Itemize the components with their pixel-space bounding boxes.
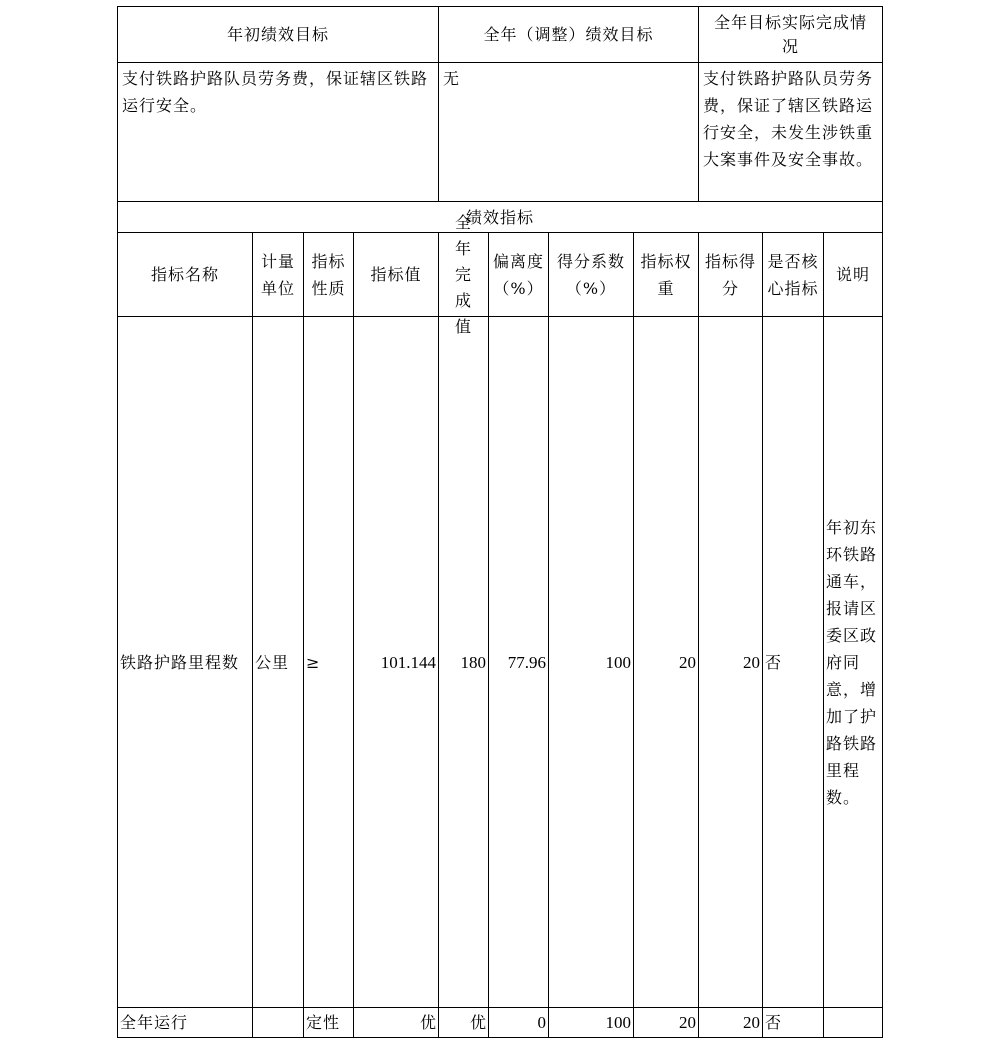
table-row2-cell-unit xyxy=(252,1007,303,1038)
table-row-cell-completed xyxy=(438,316,488,1007)
table-row-cell-value xyxy=(353,316,438,1007)
header-actual-result-label: 全年目标实际完成情况 xyxy=(713,12,867,56)
row1-weight: 20 xyxy=(679,652,696,672)
header-initial-goal xyxy=(117,6,438,62)
row2-deviation: 0 xyxy=(537,1013,546,1032)
actual-result-text: 支付铁路护路队员劳务费，保证了辖区铁路运行安全，未发生涉铁重大案事件及安全事故。 xyxy=(703,69,874,169)
row2-nature: 定性 xyxy=(306,1013,341,1032)
table-row-cell-note xyxy=(823,316,883,1007)
table-row-cell-deviation xyxy=(488,316,548,1007)
table-row2-cell-weight xyxy=(633,1007,698,1038)
row2-coefficient: 100 xyxy=(605,1013,631,1032)
col-header-nature xyxy=(303,232,353,316)
col-header-score xyxy=(698,232,762,316)
col-header-score-label: 指标得分 xyxy=(704,251,756,298)
col-header-value xyxy=(353,232,438,316)
col-header-note xyxy=(823,232,883,316)
col-header-unit-label: 计量单位 xyxy=(260,251,295,298)
table-row2-cell-completed xyxy=(438,1007,488,1038)
adjusted-goal-cell xyxy=(438,62,698,201)
row1-completed: 180 xyxy=(460,652,486,672)
row1-note: 年初东环铁路通车，报请区委区政府同意，增加了护路铁路里程数。 xyxy=(826,517,878,807)
row2-value: 优 xyxy=(419,1013,436,1032)
col-header-coefficient xyxy=(548,232,633,316)
table-row2-cell-note xyxy=(823,1007,883,1038)
row1-nature: ≥ xyxy=(306,652,321,672)
header-actual-result xyxy=(698,6,883,62)
col-header-deviation xyxy=(488,232,548,316)
col-header-deviation-label: 偏离度（%） xyxy=(492,251,544,298)
table-row-cell-name xyxy=(117,316,252,1007)
table-row2-cell-deviation xyxy=(488,1007,548,1038)
table-row-cell-core xyxy=(762,316,823,1007)
col-header-name-label: 指标名称 xyxy=(150,265,219,284)
table-row2-cell-name xyxy=(117,1007,252,1038)
adjusted-goal-text: 无 xyxy=(443,69,461,88)
row2-score: 20 xyxy=(743,1013,760,1032)
col-header-nature-label: 指标性质 xyxy=(311,251,346,298)
row1-score: 20 xyxy=(743,652,760,672)
row2-name: 全年运行 xyxy=(120,1013,189,1032)
table-row-cell-score xyxy=(698,316,762,1007)
col-header-name xyxy=(117,232,252,316)
header-adjusted-goal xyxy=(438,6,698,62)
table-row-cell-unit xyxy=(252,316,303,1007)
col-header-note-label: 说明 xyxy=(835,265,870,284)
row1-coefficient: 100 xyxy=(605,652,631,672)
row1-value: 101.144 xyxy=(380,652,436,672)
table-row-cell-nature xyxy=(303,316,353,1007)
col-header-coefficient-label: 得分系数（%） xyxy=(556,251,625,298)
table-row-cell-coefficient xyxy=(548,316,633,1007)
table-row2-cell-core xyxy=(762,1007,823,1038)
col-header-completed xyxy=(438,212,488,336)
col-header-unit xyxy=(252,232,303,316)
row2-core: 否 xyxy=(765,1013,783,1032)
col-header-weight-label: 指标权重 xyxy=(640,251,692,298)
header-initial-goal-label: 年初绩效目标 xyxy=(226,25,329,44)
indicators-title-label: 绩效指标 xyxy=(465,207,534,227)
table-row-cell-weight xyxy=(633,316,698,1007)
row2-completed: 优 xyxy=(469,1013,486,1032)
row1-core: 否 xyxy=(765,652,783,672)
row2-weight: 20 xyxy=(679,1013,696,1032)
col-header-core xyxy=(762,232,823,316)
table-row2-cell-value xyxy=(353,1007,438,1038)
initial-goal-text: 支付铁路护路队员劳务费，保证辖区铁路运行安全。 xyxy=(122,69,429,115)
initial-goal-cell xyxy=(117,62,438,201)
table-row2-cell-nature xyxy=(303,1007,353,1038)
actual-result-cell xyxy=(698,62,883,201)
col-header-weight xyxy=(633,232,698,316)
indicators-title xyxy=(117,201,883,232)
col-header-core-label: 是否核心指标 xyxy=(767,251,819,298)
row1-unit: 公里 xyxy=(255,652,290,672)
col-header-completed-label: 全年完成值 xyxy=(454,212,472,336)
table-row2-cell-coefficient xyxy=(548,1007,633,1038)
row1-name: 铁路护路里程数 xyxy=(120,652,240,672)
row1-deviation: 77.96 xyxy=(507,652,546,672)
header-adjusted-goal-label: 全年（调整）绩效目标 xyxy=(483,25,654,44)
table-row2-cell-score xyxy=(698,1007,762,1038)
col-header-value-label: 指标值 xyxy=(370,265,422,284)
